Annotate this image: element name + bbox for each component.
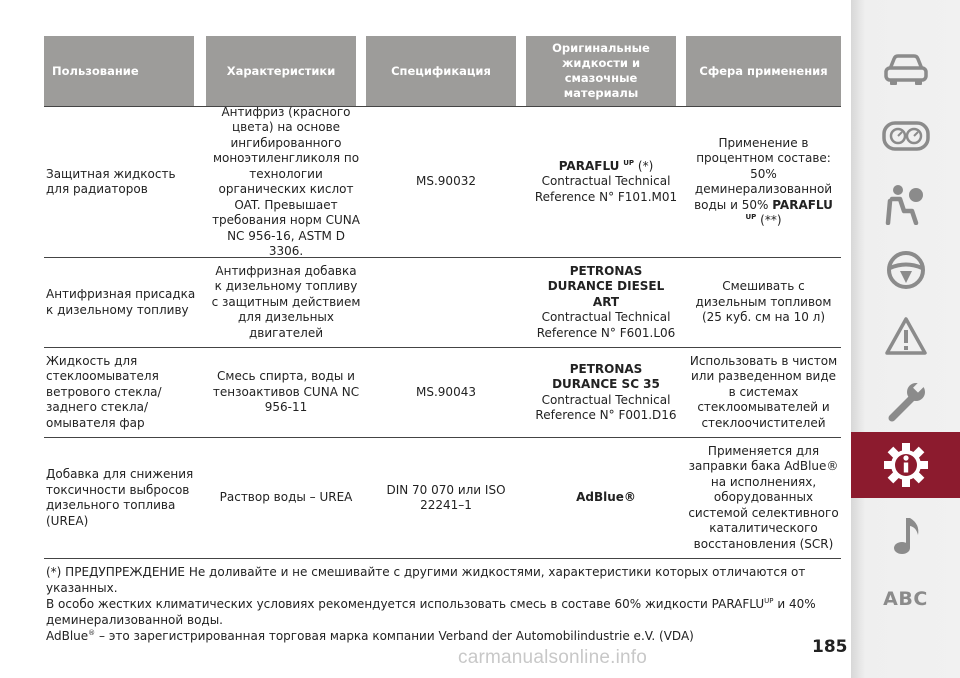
product-ref: Contractual Technical Reference N° F601.L06 bbox=[536, 310, 676, 340]
cell-product bbox=[526, 362, 686, 424]
sidebar-item-safety[interactable] bbox=[851, 170, 960, 238]
table-row bbox=[44, 438, 841, 559]
table-row bbox=[44, 258, 841, 348]
page-number: 185 bbox=[812, 637, 848, 657]
cell-usage: Жидкость для стеклоомывателя ветрового стекла/ заднего стекла/ омывателя фар bbox=[46, 353, 162, 430]
product-mark: (*) bbox=[637, 158, 654, 173]
sidebar-item-technical-data[interactable] bbox=[851, 432, 960, 498]
dashboard-icon bbox=[882, 120, 930, 152]
table-row bbox=[44, 348, 841, 438]
sidebar-item-multimedia[interactable] bbox=[851, 502, 960, 570]
cell-product bbox=[526, 159, 686, 206]
product-name: PETRONAS DURANCE SC 35 bbox=[552, 361, 660, 391]
footnotes bbox=[44, 564, 841, 644]
product-ref: Contractual Technical Reference N° F101.M01 bbox=[534, 174, 678, 204]
header-original-fluids: Оригинальные жидкости и смазочные материалы bbox=[526, 36, 676, 106]
header-application: Сфера применения bbox=[686, 36, 841, 106]
cell-characteristics: Раствор воды – UREA bbox=[219, 490, 353, 505]
sidebar-item-car[interactable] bbox=[851, 36, 960, 104]
product-ref: Contractual Technical Reference N° F001.D16 bbox=[535, 392, 677, 422]
product-name: PETRONAS DURANCE DIESEL ART bbox=[547, 263, 665, 309]
cell-application: Применяется для заправки бака AdBlue® на исполнениях, оборудованных системой селективного каталитического восстановления (SCR) bbox=[688, 443, 839, 551]
climate-note: В особо жестких климатических условиях рекомендуется использовать смесь в составе 60% жидкости $PARAFLU^{UP}$ и 40% деминерализованной воды. bbox=[46, 597, 816, 627]
product-name: PARAFLU bbox=[558, 158, 620, 173]
header-characteristics: Характеристики bbox=[206, 36, 356, 106]
table-row bbox=[44, 106, 841, 258]
seat-airbag-icon bbox=[884, 183, 928, 225]
car-icon bbox=[884, 53, 928, 87]
music-note-icon bbox=[890, 515, 922, 557]
cell-characteristics: Антифризная добавка к дизельному топливу с защитным действием для дизельных двигателей bbox=[211, 263, 361, 340]
sidebar-item-dashboard[interactable] bbox=[851, 102, 960, 170]
sidebar-item-maintenance[interactable] bbox=[851, 368, 960, 436]
cell-application: Смешивать с дизельным топливом (25 куб. см на 10 л) bbox=[695, 279, 832, 325]
steering-wheel-icon bbox=[885, 249, 927, 291]
wrench-icon bbox=[884, 380, 928, 424]
product-sup: UP bbox=[623, 158, 635, 167]
sidebar-item-driving[interactable] bbox=[851, 236, 960, 304]
cell-application: Применение в процентном составе: 50% деминерализованной воды и 50% PARAFLU $^{UP}$ (**) bbox=[694, 135, 833, 227]
technical-data-icon bbox=[883, 442, 929, 488]
cell-specification: DIN 70 070 или ISO 22241–1 bbox=[386, 482, 506, 512]
cell-application: Использовать в чистом или разведенном виде в системах стеклоомывателей и стеклоочистителей bbox=[689, 353, 838, 430]
cell-product: AdBlue® bbox=[576, 490, 636, 505]
watermark: carmanualsonline.info bbox=[458, 647, 648, 668]
header-usage: Пользование bbox=[44, 36, 194, 106]
cell-product bbox=[526, 264, 686, 342]
chapter-sidebar bbox=[851, 0, 960, 678]
cell-specification: MS.90032 bbox=[416, 174, 476, 189]
cell-usage: Антифризная присадка к дизельному топливу bbox=[46, 287, 196, 317]
header-specification: Спецификация bbox=[366, 36, 516, 106]
cell-characteristics: Смесь спирта, воды и тензоактивов CUNA NC 956-11 bbox=[212, 369, 360, 415]
fluids-table-page bbox=[44, 36, 841, 644]
cell-specification: MS.90043 bbox=[416, 384, 476, 399]
sidebar-item-index[interactable]: ABC bbox=[883, 588, 928, 610]
adblue-trademark-note: AdBlue® – это зарегистрированная торговая марка компании Verband der Automobilindustrie e.V. (VDA) bbox=[46, 629, 694, 643]
cell-usage: Добавка для снижения токсичности выбросов дизельного топлива (UREA) bbox=[46, 467, 194, 528]
cell-characteristics: Антифриз (красного цвета) на основе ингибированного моноэтиленгликоля по технологии органических кислот OAT. Превышает требования норм CUNA NC 956-16, ASTM D 3306. bbox=[212, 104, 360, 258]
sidebar-item-emergency[interactable] bbox=[851, 302, 960, 370]
warning-note: (*) ПРЕДУПРЕЖДЕНИЕ Не доливайте и не смешивайте с другими жидкостями, характеристики которых отличаются от указанных. bbox=[46, 565, 806, 595]
table-header bbox=[44, 36, 841, 106]
warning-triangle-icon bbox=[884, 316, 928, 356]
cell-usage: Защитная жидкость для радиаторов bbox=[46, 166, 176, 196]
